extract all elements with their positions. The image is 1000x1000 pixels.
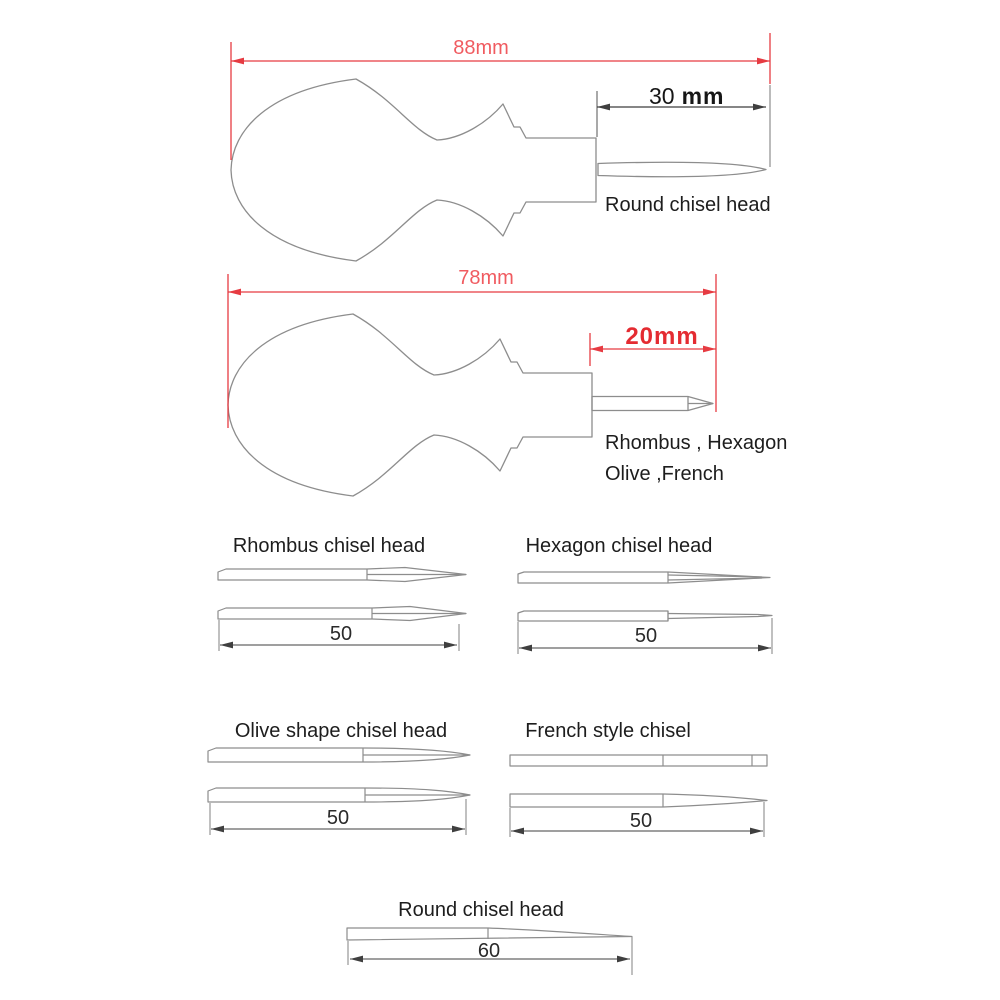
dim-20mm-label: 20mm	[625, 323, 699, 350]
dim-30-unit: mm	[681, 83, 725, 109]
hexagon-needle	[668, 614, 772, 619]
multi-chisel-label-line2: Olive ,French	[605, 463, 724, 485]
multi-chisel-label-line1: Rhombus , Hexagon	[605, 432, 788, 454]
rhombus-length-label: 50	[329, 623, 353, 645]
french-group-title: French style chisel	[525, 720, 691, 742]
rhombus-group-title: Rhombus chisel head	[232, 535, 426, 557]
round-chisel-label: Round chisel head	[605, 194, 771, 216]
french-blade-1	[510, 755, 767, 766]
round-blade-bottom-drawing	[347, 928, 632, 940]
hexagon-length-label: 50	[634, 625, 658, 647]
hexagon-group-title: Hexagon chisel head	[525, 535, 713, 557]
french-blades-drawing	[510, 755, 767, 807]
round-blade	[598, 162, 766, 177]
dim-30mm-label	[649, 83, 725, 109]
olive-blades-drawing	[208, 748, 470, 802]
round-length-label: 60	[477, 940, 501, 962]
handle-outline	[231, 79, 596, 261]
hexagon-blades-drawing	[518, 572, 772, 621]
round-blade	[347, 928, 632, 940]
olive-group-title: Olive shape chisel head	[234, 720, 448, 742]
rhombus-blades-drawing	[218, 568, 466, 621]
hexagon-blade-2	[518, 611, 668, 621]
round-group-title: Round chisel head	[398, 899, 564, 921]
handle-outline	[228, 314, 592, 496]
dim-88mm-label: 88mm	[453, 37, 509, 59]
dim-78mm-lines	[228, 274, 716, 428]
french-blade-2	[510, 794, 767, 807]
dim-78mm-label: 78mm	[458, 267, 514, 289]
hexagon-blade-1	[518, 572, 770, 583]
french-length-label: 50	[629, 810, 653, 832]
dim-30-value: 30	[649, 83, 675, 109]
olive-length-label: 50	[326, 807, 350, 829]
